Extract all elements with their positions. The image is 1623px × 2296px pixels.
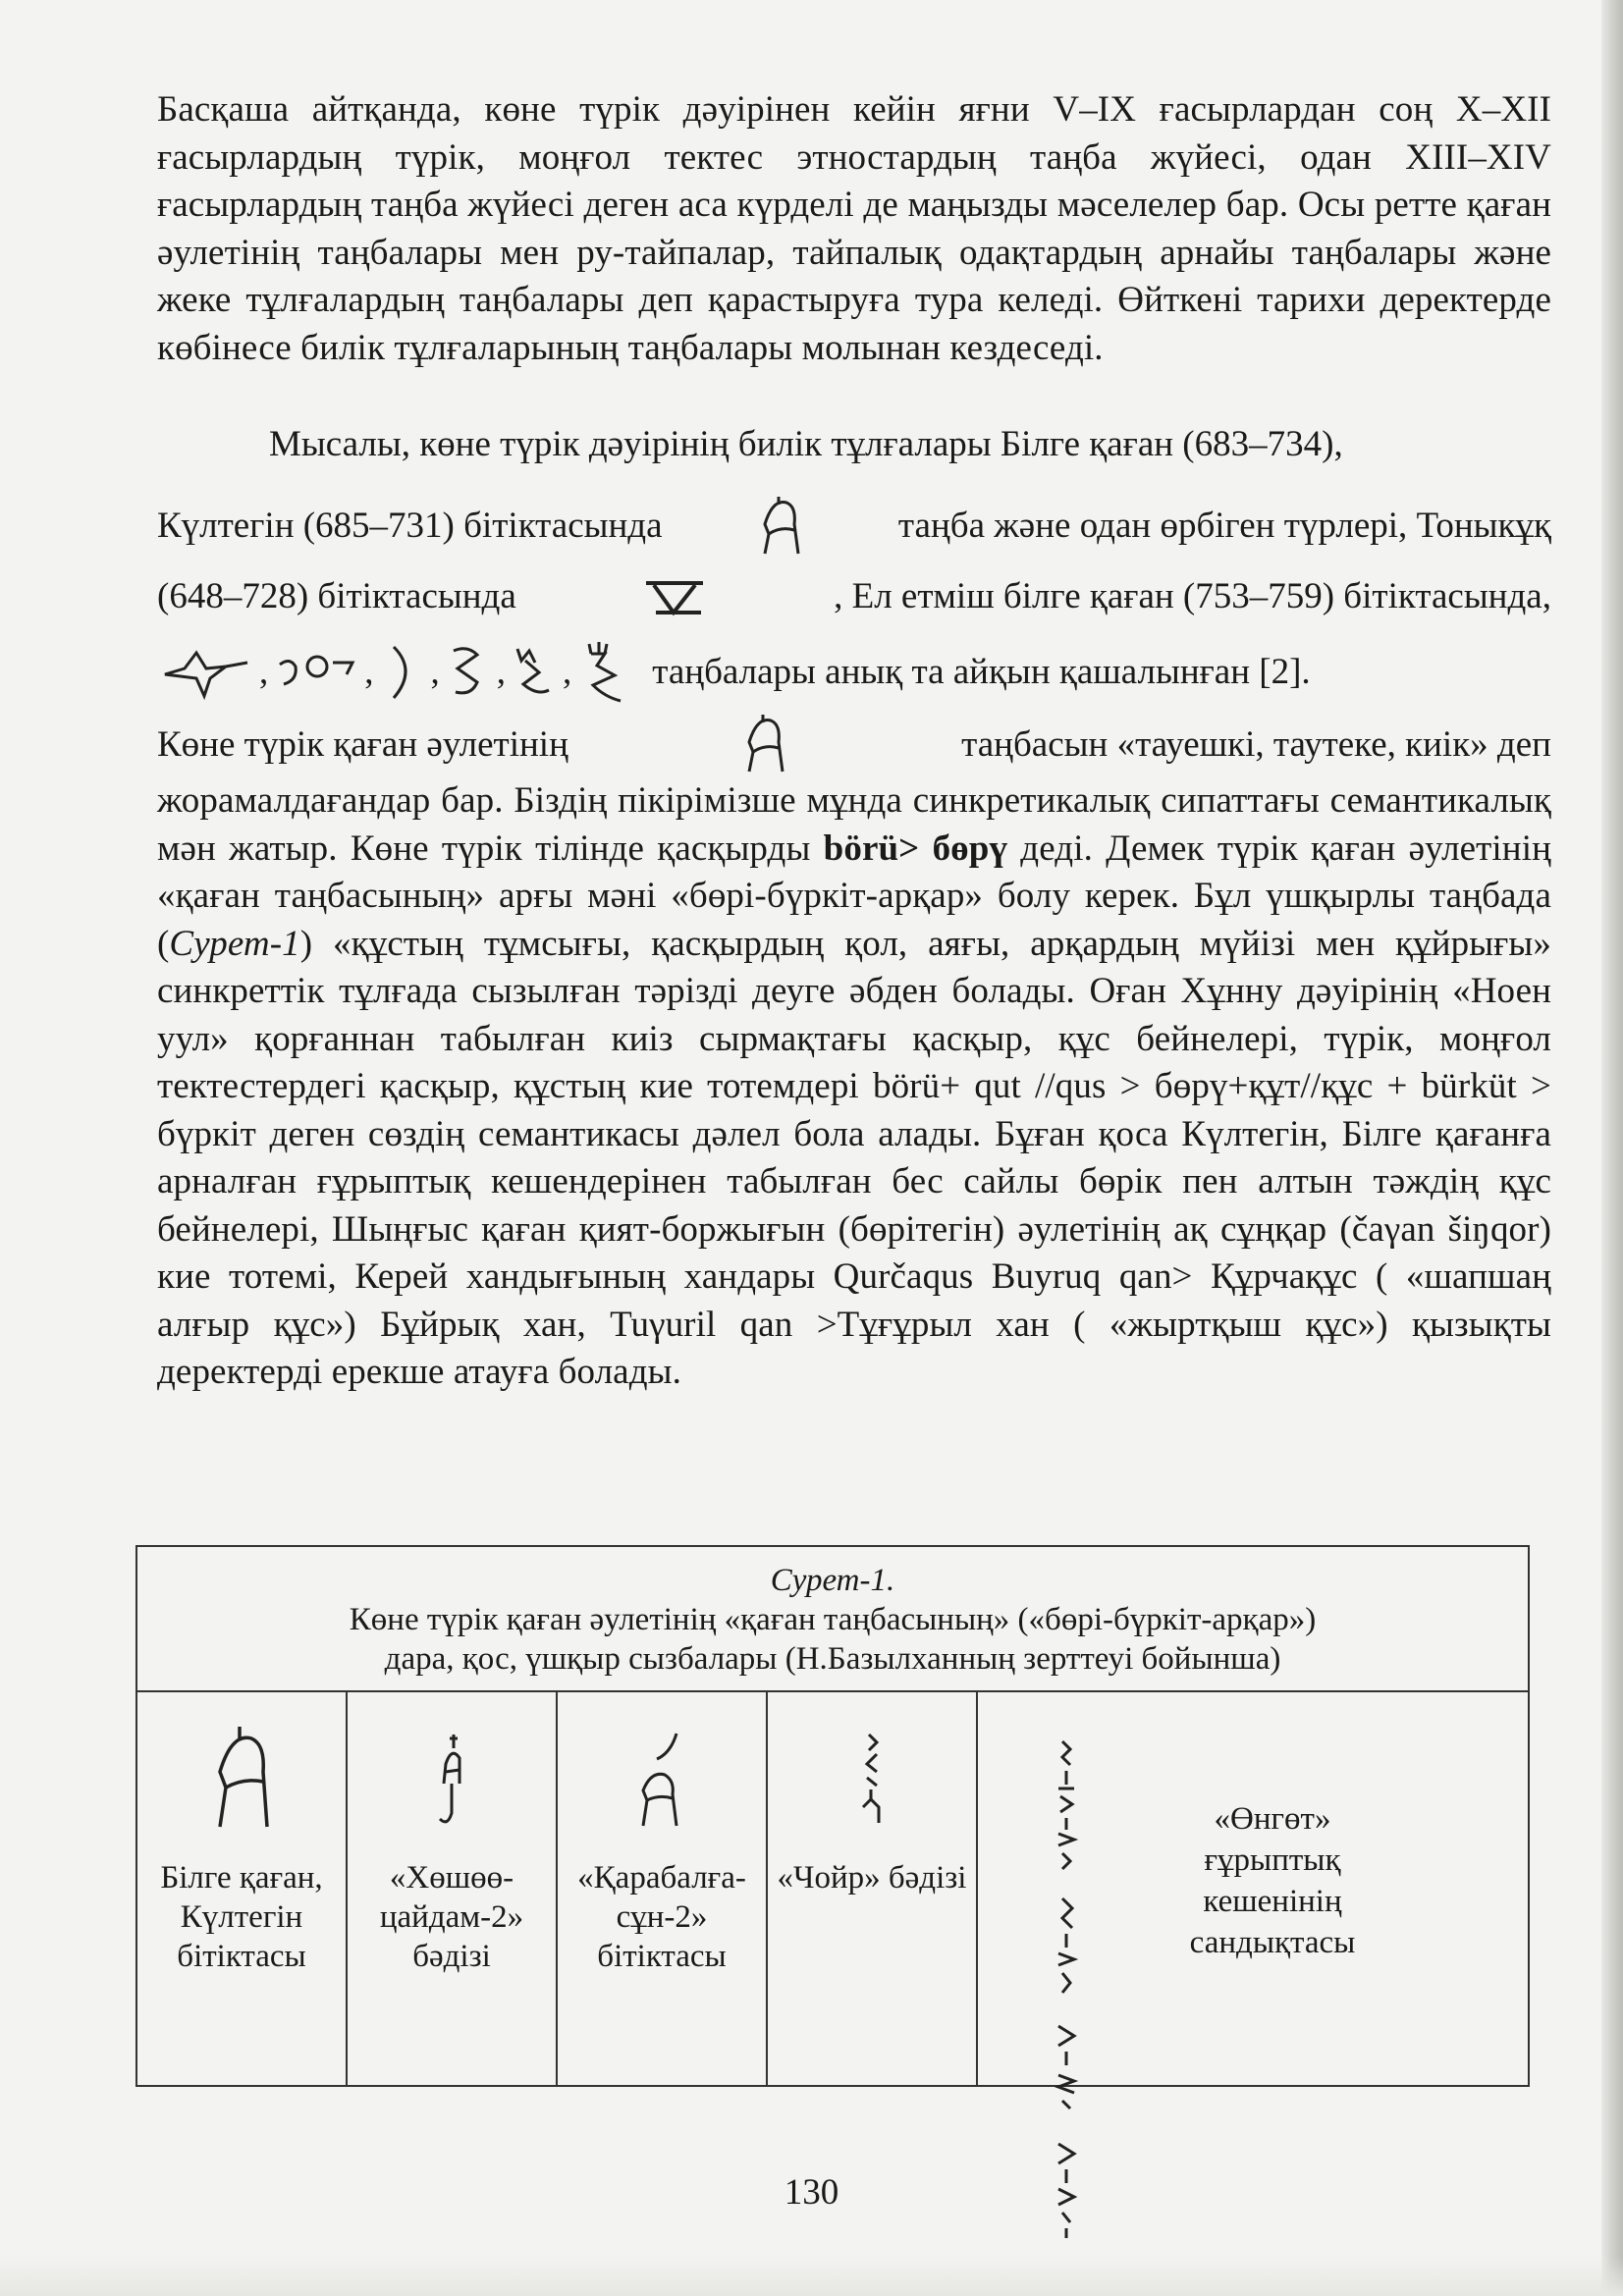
el-etmish-tamga-3-icon bbox=[378, 643, 427, 702]
document-body bbox=[157, 86, 1551, 1397]
paragraph-2-line-1: Мысалы, көне түрік дәуірінің билік тұлғалары Білге қаған (683–734), bbox=[269, 424, 1343, 464]
kagan-tamga-icon bbox=[735, 713, 794, 777]
paragraph-2 bbox=[157, 421, 1551, 705]
page-edge bbox=[1601, 0, 1623, 2296]
figure-cell-karabalgasun bbox=[557, 1691, 767, 2086]
paragraph-3-text-b: деді. Демек түрік қаған әулетінің «қаған таңбасының» арғы мәні «бөрі-бүркіт-арқар» болу керек. Бұл үшқырлы таңбада ( bbox=[157, 828, 1551, 964]
paragraph-2-line-2a: Күлтегін (685–731) бітіктасында bbox=[157, 506, 663, 547]
el-etmish-tamga-5-icon bbox=[510, 643, 559, 702]
figure-caption-line-1: Көне түрік қаған әулетінің «қаған таңбасының» («бөрі-бүркіт-арқар») bbox=[349, 1602, 1317, 1637]
paragraph-3-text-a: жорамалдағандар бар. Біздің пікірімізше мұнда синкретикалық сипаттағы семантикалық мән жатыр. Көне түрік тілінде қасқырды bbox=[157, 780, 1551, 869]
figure-cell-ongot bbox=[977, 1691, 1529, 2086]
figure-caption-line-2: дара, қос, үшқыр сызбалары (Н.Базылханның зерттеуі бойынша) bbox=[384, 1641, 1281, 1677]
khoshoo-tsaidam-tamga-icon bbox=[422, 1725, 481, 1833]
figure-cell-label: «Чойр» бәдізі bbox=[777, 1860, 967, 1896]
paragraph-3 bbox=[157, 713, 1551, 1397]
figure-cell-label: «Қарабалға-сұн-2» бітіктасы bbox=[577, 1860, 746, 1974]
paragraph-2-line-3b: , Ел етміш білге қаған (753–759) бітіктасында, bbox=[834, 575, 1551, 616]
paragraph-2-line-4b: таңбалары анық та айқын қашалынған [2]. bbox=[652, 651, 1311, 692]
tonyukuk-tamga-icon bbox=[640, 575, 709, 618]
el-etmish-tamga-1-icon bbox=[157, 645, 255, 700]
paragraph-3-bold-term: börü> бөрү bbox=[823, 828, 1008, 869]
figure-cell-bilge-kagan bbox=[136, 1691, 347, 2086]
el-etmish-tamga-4-icon bbox=[444, 643, 493, 702]
paragraph-1: Басқаша айтқанда, көне түрік дәуірінен кейін яғни V–IX ғасырлардан соң X–XII ғасырлардың түрік, моңғол тектес этностардың таңба жүйесі, одан XIII–XIV ғасырлардың таңба жүйесі деген аса күрделі де маңызды мәселелер бар. Осы ретте қаған әулетінің таңбалары мен ру-тайпалар, тайпалық одақтардың арнайы таңбалары және жеке тұлғалардың таңбалары деп қарастыруға тура келеді. Өйткені тарихи деректерде көбінесе билік тұлғаларының таңбалары молынан кездеседі. bbox=[157, 89, 1551, 368]
paragraph-3-line-1b: таңбасын «тауешкі, таутеке, киік» деп bbox=[961, 723, 1551, 765]
separator-comma: , bbox=[364, 651, 374, 692]
figure-reference: Сурет-1 bbox=[169, 923, 300, 964]
page-bottom-shadow bbox=[0, 2257, 1623, 2296]
separator-comma: , bbox=[496, 651, 506, 692]
figure-cell-label: Білге қаған, Күлтегін бітіктасы bbox=[160, 1860, 323, 1974]
choir-inscription-icon bbox=[847, 1725, 896, 1833]
paragraph-3-body bbox=[157, 777, 1551, 1397]
figure-1-table bbox=[135, 1545, 1530, 2087]
el-etmish-tamga-2-icon bbox=[272, 645, 360, 700]
figure-cell-khoshoo-tsaidam bbox=[347, 1691, 557, 2086]
paragraph-2-line-3a: (648–728) бітіктасында bbox=[157, 575, 516, 616]
paragraph-2-line-2b: таңба және одан өрбіген түрлері, Тоныкұқ bbox=[897, 506, 1551, 547]
paragraph-3-line-1a: Көне түрік қаған әулетінің bbox=[157, 723, 568, 765]
figure-caption bbox=[136, 1546, 1529, 1691]
paragraph-3-text-c: ) «құстың тұмсығы, қасқырдың қол, аяғы, арқардың мүйізі мен құйрығы» синкреттік тұлғада сызылған тәрізді деуге әбден болады. Оған Хұнну дәуірінің «Ноен уул» қорғаннан табылған киіз сырмақтағы қасқыр, құс бейнелері, түрік, моңғол тектестердегі қасқыр, құстың кие тотемдері börü+ qut //qus > бөрү+құт//құс + bürküt > бүркіт деген сөздің семантикасы дәлел бола алады. Бұған қоса Күлтегін, Білге қағанға арналған ғұрыптық кешендерінен табылған бес сайлы бөрік пен алтын тәждің құс бейнелері, Шыңғыс қаған қият-боржығын (бөрітегін) әулетінің ақ сұңқар (čaγan šiŋqor) кие тотемі, Керей хандығының хандары Qurčaqus Buyruq qan> Құрчақұс ( «шапшаң алғыр құс») Бұйрық хан, Tuγuril qan >Тұғұрыл хан ( «жыртқыш құс») қызықты деректерді ерекше атауға болады. bbox=[157, 923, 1551, 1392]
separator-comma: , bbox=[430, 651, 440, 692]
separator-comma: , bbox=[563, 651, 572, 692]
figure-caption-label: Сурет-1. bbox=[770, 1563, 895, 1598]
separator-comma: , bbox=[259, 651, 269, 692]
el-etmish-tamga-6-icon bbox=[575, 640, 630, 705]
ongot-vertical-inscription-icon bbox=[1037, 1732, 1096, 2242]
kagan-tamga-icon bbox=[751, 495, 810, 560]
bilge-kagan-tamga-icon bbox=[202, 1725, 281, 1833]
figure-cell-choir bbox=[767, 1691, 977, 2086]
figure-cell-label: «Хөшөө-цайдам-2» бәдізі bbox=[379, 1860, 524, 1974]
page-number: 130 bbox=[784, 2172, 839, 2213]
karabalgasun-tamga-icon bbox=[627, 1720, 696, 1838]
figure-cell-label: «Өнгөт» ғұрыптық кешенінің сандықтасы bbox=[1189, 1801, 1356, 1960]
